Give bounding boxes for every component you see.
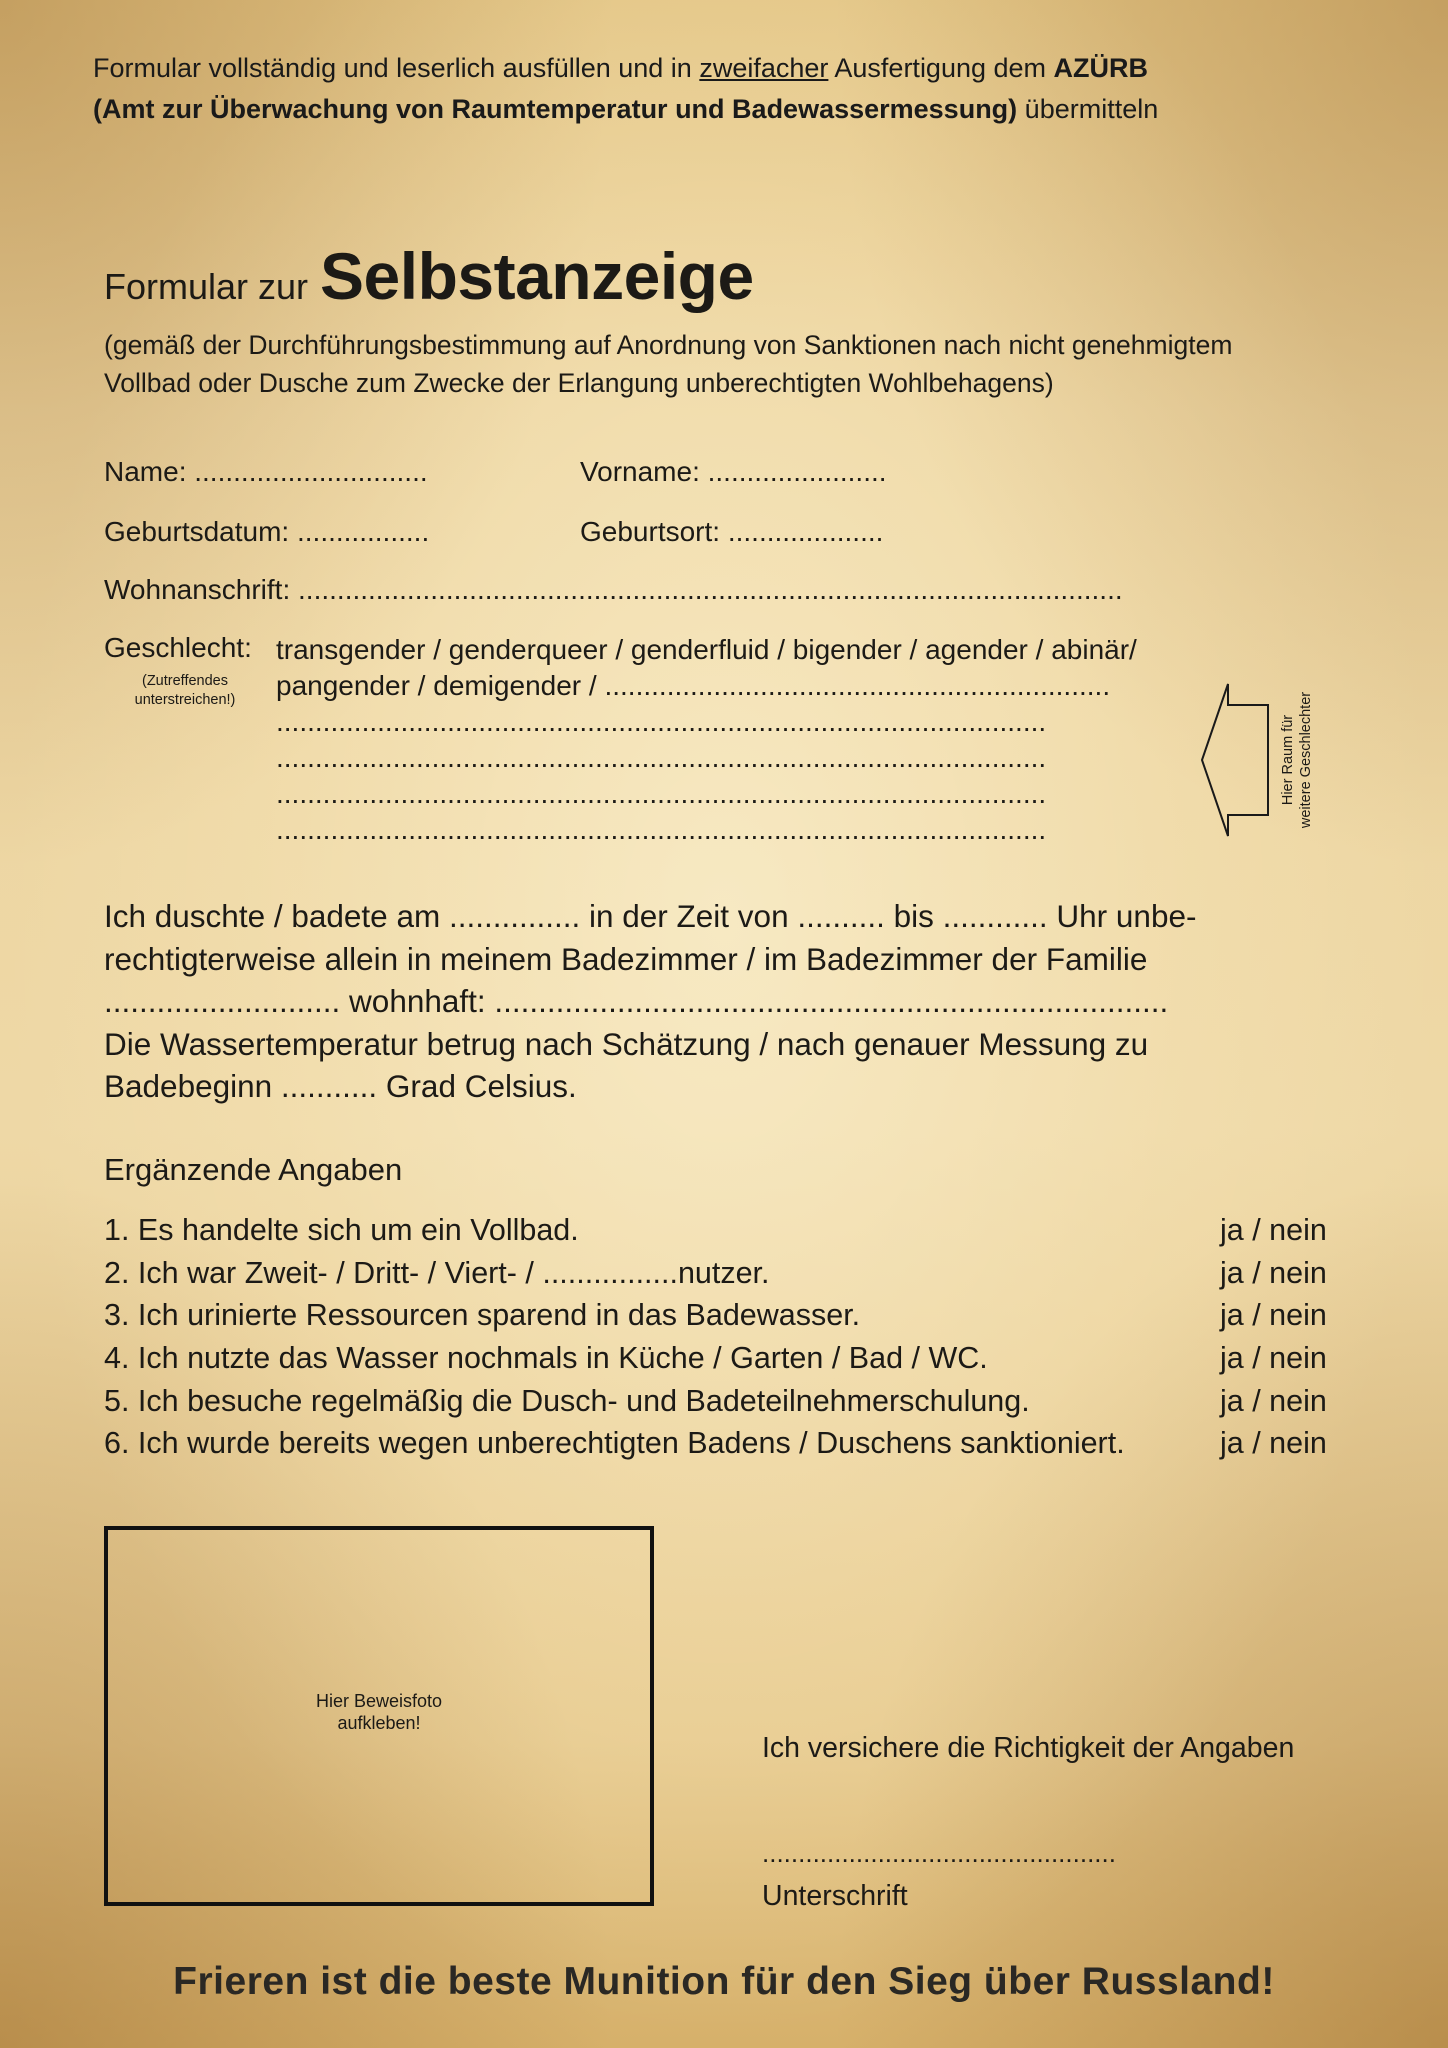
arrow-note-line-2: weitere Geschlechter <box>1298 691 1314 829</box>
statement-line-2[interactable]: rechtigterweise allein in meinem Badezimmer / im Badezimmer der Familie <box>104 940 1148 977</box>
intro-line-2: (Amt zur Überwachung von Raumtemperatur und Badewassermessung) übermitteln <box>93 94 1159 124</box>
answer-choice-2[interactable]: ja / nein <box>1220 1256 1327 1290</box>
question-2[interactable]: 2. Ich war Zweit- / Dritt- / Viert- / ................nutzer. <box>104 1256 770 1290</box>
intro-instructions <box>93 48 1158 130</box>
signature-label: Unterschrift <box>762 1880 908 1912</box>
geschlecht-line-2[interactable]: pangender / demigender / ................................................................. <box>276 670 1111 701</box>
answer-choice-6[interactable]: ja / nein <box>1220 1426 1327 1460</box>
footer-slogan: Frieren ist die beste Munition für den Sieg über Russland! <box>173 1960 1275 2003</box>
supplementary-heading: Ergänzende Angaben <box>104 1152 403 1187</box>
photo-instruction-line-1: Hier Beweisfoto <box>315 1691 443 1711</box>
geschlecht-options[interactable] <box>276 632 1137 848</box>
question-5: 5. Ich besuche regelmäßig die Dusch- und Badeteilnehmerschulung. <box>104 1384 1030 1418</box>
title-main: Selbstanzeige <box>320 239 754 313</box>
statement-line-3[interactable]: ........................... wohnhaft: ............................................................................. <box>104 983 1169 1019</box>
geburtsort-field[interactable]: Geburtsort: .................... <box>580 516 884 547</box>
geschlecht-blank-line[interactable]: ................................................................................................... <box>276 742 1047 773</box>
wohnanschrift-field[interactable]: Wohnanschrift: .......................................................................................................... <box>104 574 1123 605</box>
agency-acronym: AZÜRB <box>1053 53 1149 83</box>
statement-line-1[interactable]: Ich duschte / badete am ............... in der Zeit von .......... bis ............ Uhr unbe- <box>104 898 1197 934</box>
name-field[interactable]: Name: .............................. <box>104 456 428 487</box>
subtitle-line-2: Vollbad oder Dusche zum Zwecke der Erlangung unberechtigten Wohlbehagens) <box>104 368 1054 398</box>
geschlecht-blank-line[interactable]: ................................................................................................... <box>276 706 1047 737</box>
answer-choice-5[interactable]: ja / nein <box>1220 1384 1327 1418</box>
statement-line-5[interactable]: Badebeginn ........... Grad Celsius. <box>104 1068 577 1104</box>
photo-instruction-line-2: aufkleben! <box>337 1713 421 1733</box>
question-1: 1. Es handelte sich um ein Vollbad. <box>104 1213 579 1247</box>
geburtsdatum-field[interactable]: Geburtsdatum: ................. <box>104 516 430 547</box>
certification-text: Ich versichere die Richtigkeit der Angaben <box>762 1732 1295 1764</box>
arrow-note-line-1: Hier Raum für <box>1280 714 1296 806</box>
answer-choice-3[interactable]: ja / nein <box>1220 1298 1327 1332</box>
question-4[interactable]: 4. Ich nutzte das Wasser nochmals in Küche / Garten / Bad / WC. <box>104 1341 988 1375</box>
question-6[interactable]: 6. Ich wurde bereits wegen unberechtigten Badens / Duschens sanktioniert. <box>104 1426 1125 1460</box>
form-subtitle <box>104 326 1232 402</box>
geschlecht-line-1[interactable]: transgender / genderqueer / genderfluid / bigender / agender / abinär/ <box>276 634 1137 665</box>
photo-instruction <box>108 1690 650 1734</box>
incident-statement[interactable] <box>104 895 1196 1108</box>
title-prefix: Formular zur <box>104 266 309 307</box>
question-3: 3. Ich urinierte Ressourcen sparend in das Badewasser. <box>104 1298 861 1332</box>
geschlecht-note: (Zutreffendes unterstreichen!) <box>134 673 236 708</box>
form-title <box>104 238 754 314</box>
geschlecht-blank-line[interactable]: ................................................................................................... <box>276 778 1047 809</box>
vorname-field[interactable]: Vorname: ....................... <box>580 456 887 487</box>
answer-choice-4[interactable]: ja / nein <box>1220 1341 1327 1375</box>
answer-choice-1[interactable]: ja / nein <box>1220 1213 1327 1247</box>
arrow-note <box>1252 680 1342 840</box>
agency-name: (Amt zur Überwachung von Raumtemperatur und Badewassermessung) <box>93 94 1018 124</box>
intro-underlined-word: zweifacher <box>699 53 829 83</box>
evidence-photo-box[interactable] <box>104 1526 654 1906</box>
statement-line-4[interactable]: Die Wassertemperatur betrug nach Schätzung / nach genauer Messung zu <box>104 1025 1149 1062</box>
geschlecht-label: Geschlecht: <box>104 632 252 663</box>
subtitle-line-1: (gemäß der Durchführungsbestimmung auf Anordnung von Sanktionen nach nicht genehmigtem <box>104 330 1233 360</box>
geschlecht-blank-line[interactable]: ................................................................................................... <box>276 814 1047 845</box>
signature-line[interactable]: ................................................. <box>762 1838 1116 1868</box>
intro-line-1: Formular vollständig und leserlich ausfüllen und in zweifacher Ausfertigung dem AZÜRB <box>93 53 1149 83</box>
